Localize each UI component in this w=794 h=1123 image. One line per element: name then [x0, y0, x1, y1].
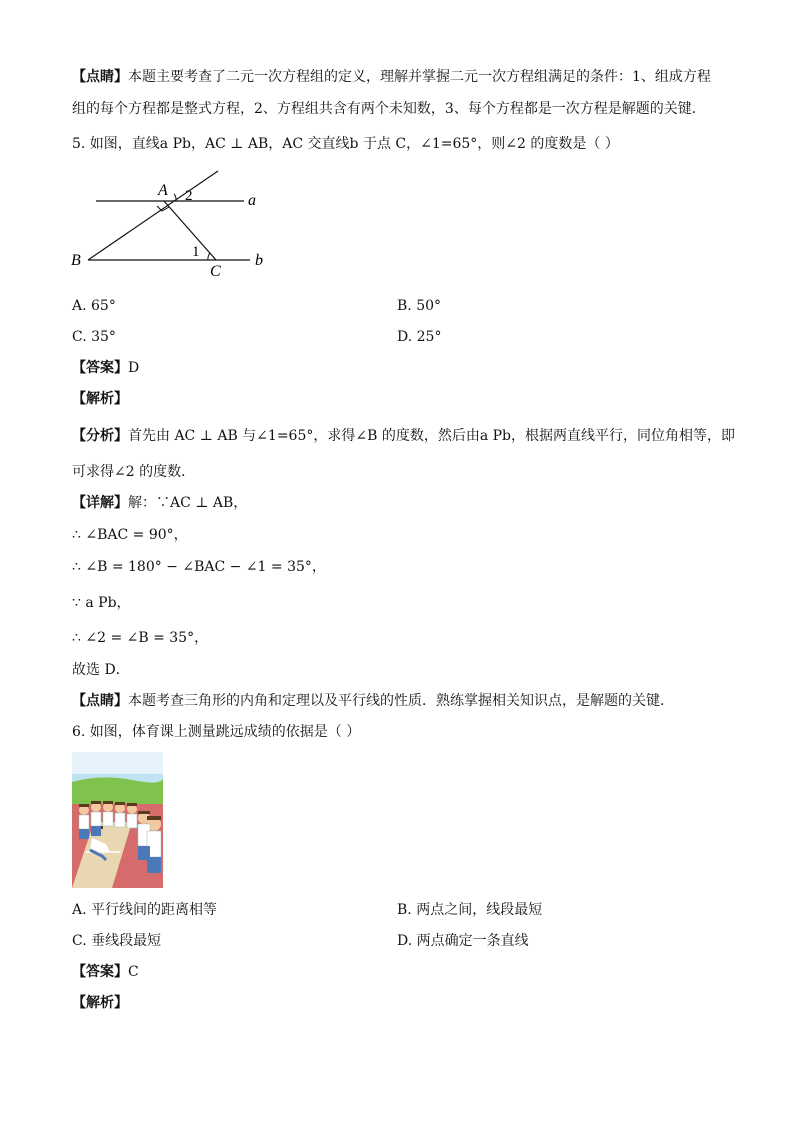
- long-jump-illustration: [72, 752, 163, 888]
- label-C: C: [210, 263, 221, 280]
- q5-analysis-1: [72, 427, 735, 445]
- q6-answer-tag: 【答案】: [72, 964, 128, 980]
- q5-answer: [72, 359, 139, 377]
- label-B: B: [71, 252, 81, 269]
- q6-stem: 6. 如图，体育课上测量跳远成绩的依据是（ ）: [72, 724, 361, 740]
- angle-1-arc: [208, 253, 210, 260]
- q5-answer-value: D: [128, 360, 140, 376]
- q5-detail-3: ∴ ∠B = 180° − ∠BAC − ∠1 = 35°，: [72, 559, 326, 575]
- q5-stem: 5. 如图，直线a Pb，AC ⊥ AB，AC 交直线b 于点 C，∠1=65°，则∠2 的度数是（ ）: [72, 136, 619, 152]
- q6-option-a: A. 平行线间的距离相等: [72, 902, 218, 918]
- label-A: A: [158, 182, 168, 199]
- q5-detail-5: ∴ ∠2 = ∠B = 35°，: [72, 630, 209, 646]
- q5-analysis-text-1: 首先由 AC ⊥ AB 与∠1=65°，求得∠B 的度数，然后由a Pb，根据两直线平行，同位角相等，即: [128, 428, 736, 444]
- q5-answer-tag: 【答案】: [72, 360, 128, 376]
- label-1: 1: [192, 244, 200, 260]
- q5-analysis-2: 可求得∠2 的度数．: [72, 464, 196, 480]
- q5-detail-text-1: 解：∵AC ⊥ AB，: [128, 495, 248, 511]
- q6-answer-value: C: [128, 964, 139, 980]
- segment-AC: [164, 201, 216, 260]
- intro-tag: 【点睛】: [72, 69, 128, 85]
- q5-dianjing-text: 本题考查三角形的内角和定理以及平行线的性质．熟练掌握相关知识点，是解题的关键．: [128, 693, 674, 709]
- intro-text-1: 本题主要考查了二元一次方程组的定义，理解并掌握二元一次方程组满足的条件：1、组成方程: [128, 69, 711, 85]
- label-b: b: [255, 252, 263, 269]
- q6-answer: [72, 963, 139, 981]
- q5-jiexi: 【解析】: [72, 391, 128, 407]
- q5-dianjing-tag: 【点睛】: [72, 693, 128, 709]
- q5-option-a: A. 65°: [72, 298, 116, 314]
- label-a: a: [248, 192, 256, 209]
- q5-analysis-tag: 【分析】: [72, 428, 128, 444]
- q5-detail-tag: 【详解】: [72, 495, 128, 511]
- q6-jiexi: 【解析】: [72, 995, 128, 1011]
- q6-option-b: B. 两点之间，线段最短: [397, 902, 543, 918]
- q5-detail-4: ∵ a Pb，: [72, 595, 131, 611]
- q6-option-c: C. 垂线段最短: [72, 933, 162, 949]
- q5-detail-1: [72, 494, 247, 512]
- q5-detail-2: ∴ ∠BAC = 90°，: [72, 527, 188, 543]
- intro-line-2: 组的每个方程都是整式方程，2、方程组共含有两个未知数，3、每个方程都是一次方程是解题的关键．: [72, 101, 706, 117]
- label-2: 2: [185, 188, 193, 204]
- q6-option-d: D. 两点确定一条直线: [397, 933, 529, 949]
- q5-option-c: C. 35°: [72, 329, 116, 345]
- q5-detail-6: 故选 D．: [72, 662, 130, 678]
- q5-option-d: D. 25°: [397, 329, 442, 345]
- intro-line-1: [72, 68, 711, 86]
- q5-figure: [68, 168, 278, 280]
- q5-option-b: B. 50°: [397, 298, 442, 314]
- q5-dianjing: [72, 692, 674, 710]
